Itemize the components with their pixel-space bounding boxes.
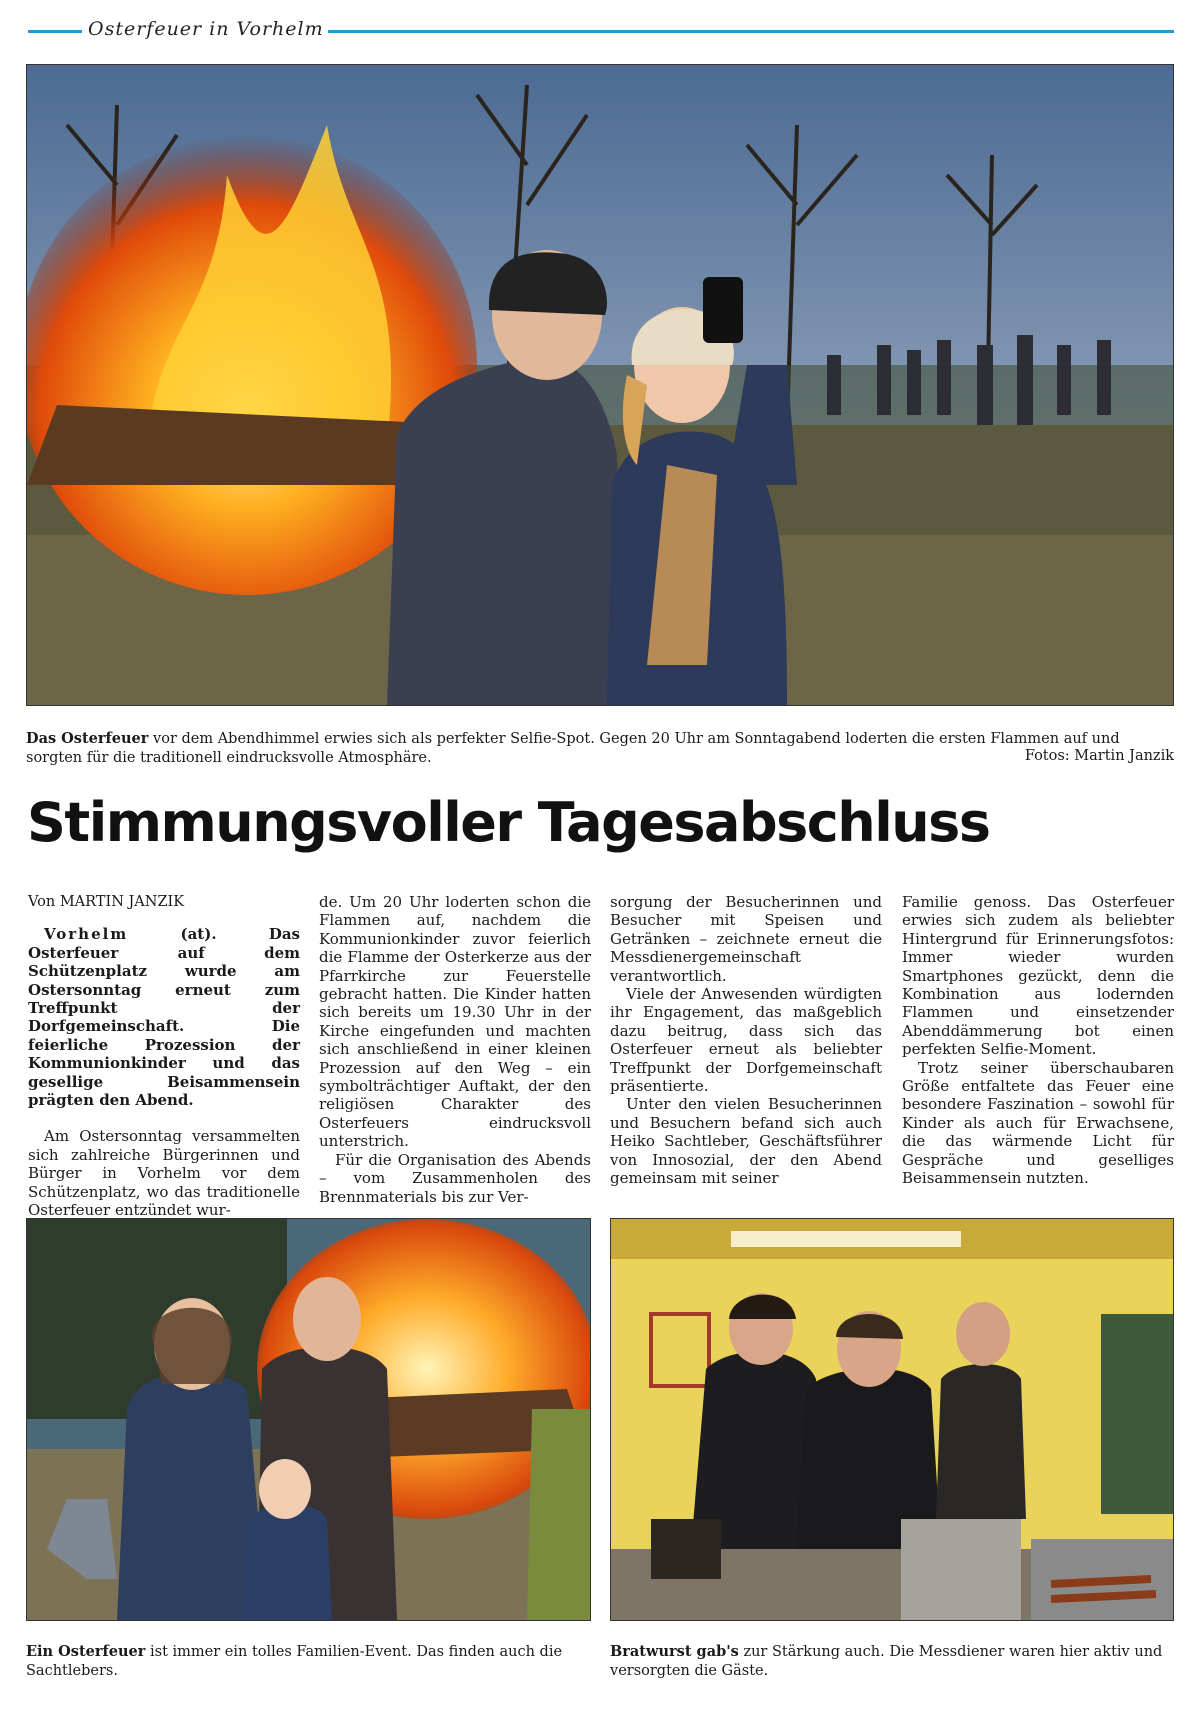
top-photo — [26, 64, 1174, 706]
section-rule-right — [328, 30, 1174, 33]
top-photo-caption — [26, 729, 1172, 768]
lead-paragraph — [28, 925, 300, 1109]
article-column-2 — [319, 893, 591, 1206]
section-header — [28, 18, 1174, 44]
paragraph: Familie genoss. Das Osterfeuer erwies sich zudem als beliebter Hintergrund für Erinnerungsfotos: Immer wieder wurden Smartphones gezückt, denn die Kombination aus lodernden Flammen und einsetzender Abenddämmerung bot einen perfekten Selfie-Moment. — [902, 893, 1174, 1059]
paragraph: Für die Organisation des Abends – vom Zusammenholen des Brennmaterials bis zur Ver- — [319, 1150, 591, 1206]
article-body — [28, 893, 1174, 1220]
lead-text: (at). Das Osterfeuer auf dem Schützenplatz wurde am Ostersonntag erneut zum Treffpunkt der Dorfgemeinschaft. Die feierliche Prozession der Kommunionkinder und das gesellige Beisammensein prägten den Abend. — [28, 925, 300, 1110]
paragraph: Am Ostersonntag versammelten sich zahlreiche Bürgerinnen und Bürger in Vorhelm vor dem Schützenplatz, wo das traditionelle Osterfeuer entzündet wur- — [28, 1127, 300, 1220]
byline: Von MARTIN JANZIK — [28, 894, 185, 910]
bottom-left-caption-text: ist immer ein tolles Familien-Event. Das finden auch die Sachtlebers. — [26, 1644, 563, 1679]
bottom-left-caption — [26, 1642, 589, 1681]
paragraph: Unter den vielen Besucherinnen und Besuchern befand sich auch Heiko Sachtleber, Geschäftsführer von Innosozial, der den Abend gemeinsam mit seiner — [610, 1095, 882, 1188]
bottom-right-photo — [610, 1218, 1174, 1621]
paragraph: de. Um 20 Uhr loderten schon die Flammen auf, nachdem die Kommunionkinder zuvor feierlich die Flamme der Osterkerze aus der Pfarrkirche zur Feuerstelle gebracht hatten. Die Kinder hatten sich bereits um 19.30 Uhr in der Kirche eingefunden und machten sich anschließend in einer kleinen Prozession auf den Weg – ein symbolträchtiger Auftakt, der den religiösen Charakter des Osterfeuers eindrucksvoll unterstrich. — [319, 893, 591, 1151]
section-title: Osterfeuer in Vorhelm — [88, 18, 324, 40]
bottom-left-photo — [26, 1218, 591, 1621]
top-caption-lead: Das Osterfeuer — [26, 730, 149, 747]
article-column-4 — [902, 893, 1174, 1188]
bottom-right-caption — [610, 1642, 1172, 1681]
paragraph: Trotz seiner überschaubaren Größe entfaltete das Feuer eine besondere Faszination – sowohl für Kinder als auch für Erwachsene, die das wärmende Licht für Gespräche und geselliges Beisammensein nutzten. — [902, 1058, 1174, 1188]
photo-credit: Fotos: Martin Janzik — [1024, 748, 1174, 764]
paragraph: sorgung der Besucherinnen und Besucher mit Speisen und Getränken – zeichnete erneut die Messdienergemeinschaft verantwortlich. — [610, 893, 882, 985]
paragraph: Viele der Anwesenden würdigten ihr Engagement, das maßgeblich dazu beitrug, dass sich das Osterfeuer erneut als beliebter Treffpunkt der Dorfgemeinschaft präsentierte. — [610, 985, 882, 1096]
article-column-3 — [610, 893, 882, 1188]
article-headline: Stimmungsvoller Tagesabschluss — [27, 791, 990, 854]
bottom-left-caption-lead: Ein Osterfeuer — [26, 1643, 146, 1660]
section-rule-left — [28, 30, 82, 33]
bottom-right-caption-text: zur Stärkung auch. Die Messdiener waren hier aktiv und versorgten die Gäste. — [610, 1644, 1163, 1679]
bottom-right-caption-lead: Bratwurst gab's — [610, 1643, 739, 1660]
top-caption-text: vor dem Abendhimmel erwies sich als perfekter Selfie-Spot. Gegen 20 Uhr am Sonntagabend loderten die ersten Flammen auf und sorgten für die traditionell eindrucksvolle Atmosphäre. — [26, 731, 1120, 766]
article-column-1 — [28, 893, 300, 1220]
lead-place: Vorhelm — [44, 925, 129, 944]
